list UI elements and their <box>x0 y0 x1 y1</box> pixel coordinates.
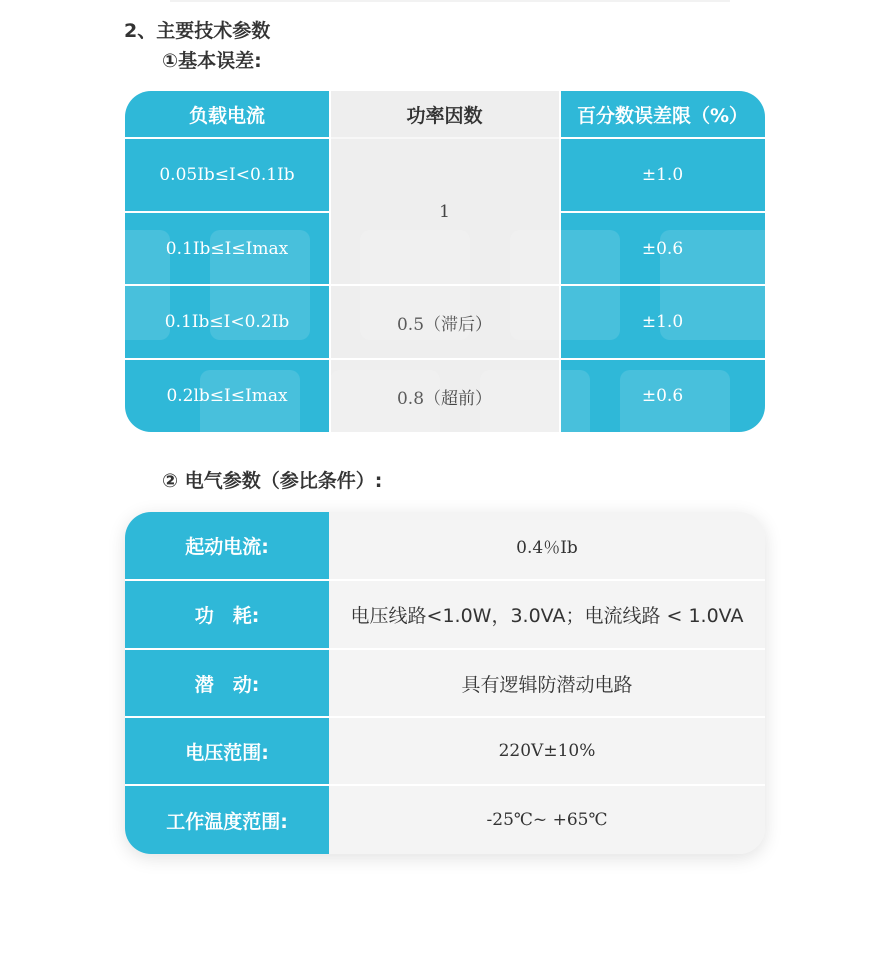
table-cell-power-factor: 0.8（超前） <box>396 388 493 409</box>
table-cell-power-factor: 0.5（滞后） <box>396 314 493 335</box>
row-value-power-consumption: 电压线路<1.0W，3.0VA；电流线路 < 1.0VA <box>350 605 744 627</box>
table-cell-error: ±1.0 <box>641 165 684 185</box>
top-divider <box>170 0 730 2</box>
accuracy-table <box>125 91 765 432</box>
table-cell-current: 0.2lb≤I≤Imax <box>166 386 288 406</box>
table-cell-current: 0.05Ib≤I<0.1Ib <box>159 165 295 185</box>
table-cell-current: 0.1Ib≤I<0.2Ib <box>164 312 290 332</box>
table-cell-current: 0.1Ib≤I≤Imax <box>165 238 289 259</box>
header-power-factor: 功率因数 <box>406 104 483 127</box>
row-value-voltage-range: 220V±10% <box>498 741 596 761</box>
table-cell-power-factor: 1 <box>439 201 450 222</box>
header-load-current: 负载电流 <box>188 104 265 127</box>
table-cell-error: ±0.6 <box>641 386 684 406</box>
row-label-creep: 潜 动: <box>194 673 260 696</box>
row-value-creep: 具有逻辑防潜动电路 <box>461 673 633 696</box>
electrical-params-heading: ② 电气参数（参比条件）: <box>162 470 383 492</box>
row-value-temperature-range: -25℃~ +65℃ <box>486 810 608 830</box>
row-label-temperature-range: 工作温度范围: <box>166 810 288 833</box>
table-cell-error: ±0.6 <box>641 238 684 259</box>
row-label-power-consumption: 功 耗: <box>194 605 260 627</box>
table-cell-error: ±1.0 <box>641 312 684 332</box>
row-label-voltage-range: 电压范围: <box>185 741 269 764</box>
row-label-start-current: 起动电流: <box>185 536 269 558</box>
basic-error-heading: ①基本误差: <box>162 50 262 72</box>
header-error-limit: 百分数误差限（%） <box>576 104 749 127</box>
section-heading: 2、主要技术参数 <box>124 20 271 42</box>
electrical-table <box>125 512 765 854</box>
row-value-start-current: 0.4％Ib <box>516 538 578 558</box>
